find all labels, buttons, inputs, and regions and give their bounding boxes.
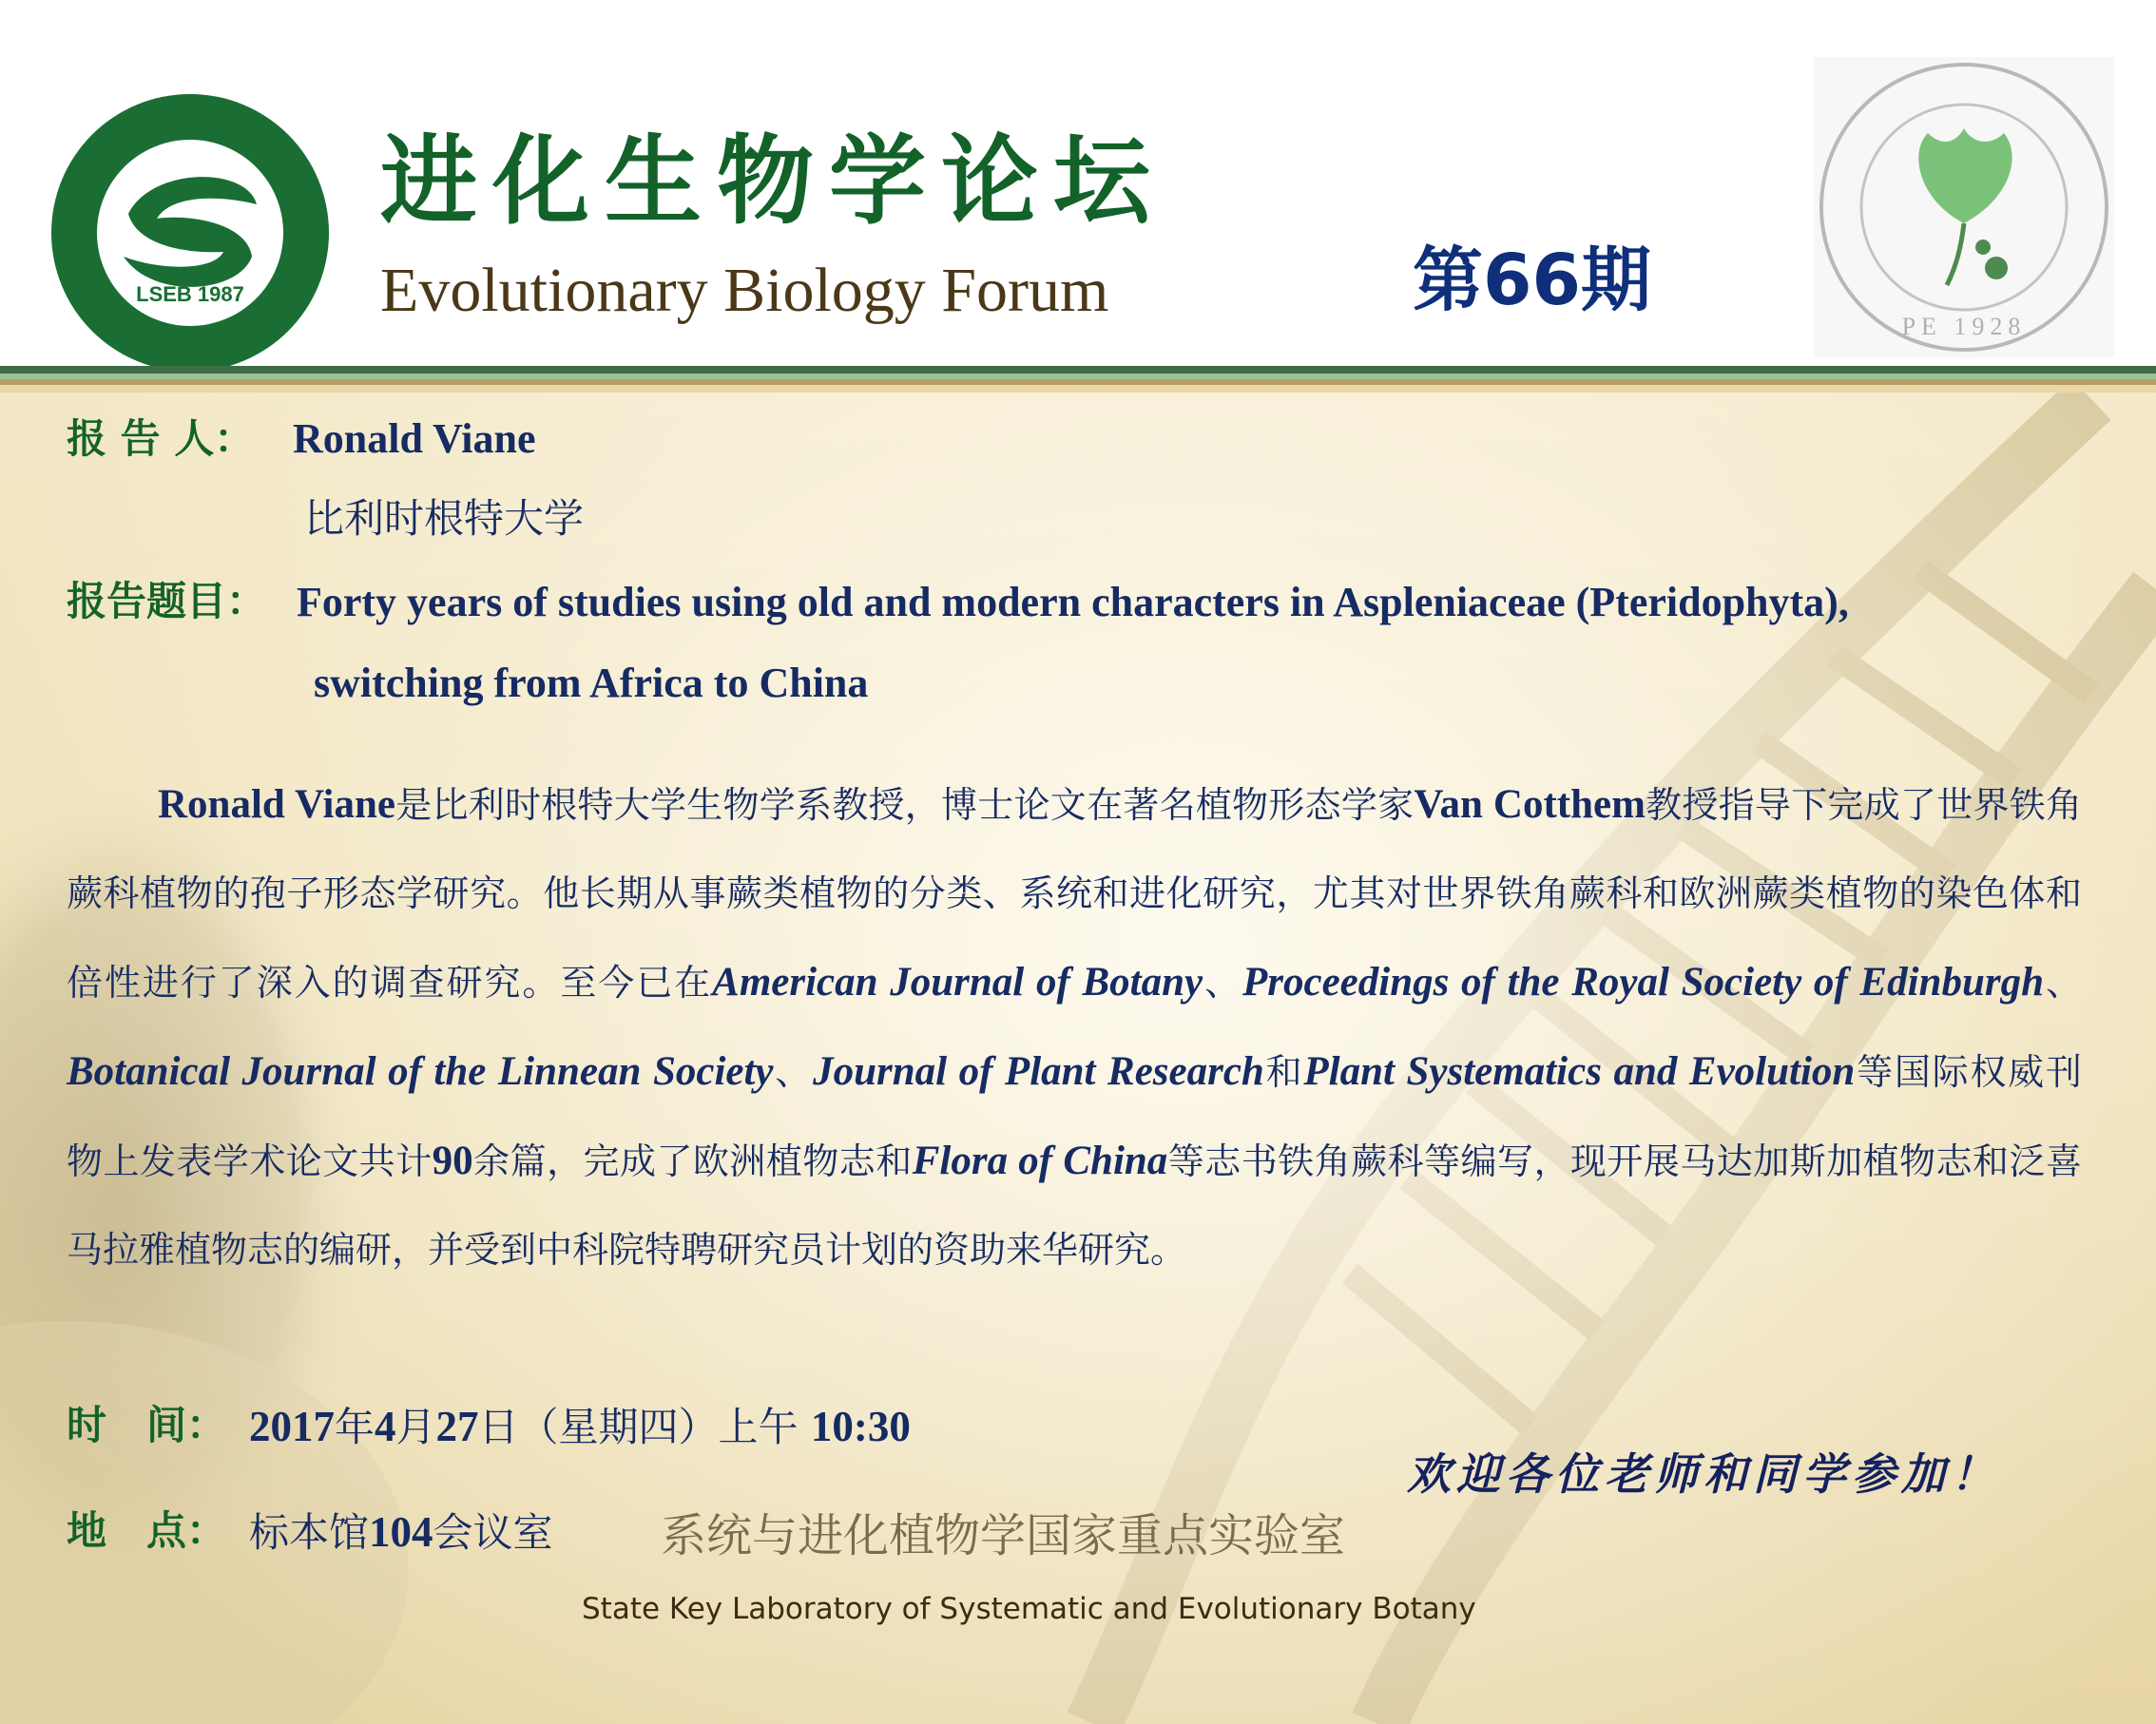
journal-2: Proceedings of the Royal Society of Edinburgh (1242, 960, 2045, 1005)
journal-4: Journal of Plant Research (813, 1049, 1264, 1094)
place-value: 标本馆104会议室 (249, 1508, 553, 1556)
welcome-message: 欢迎各位老师和同学参加！ (1407, 1448, 2000, 1500)
topic-label: 报告题目： (67, 578, 267, 624)
forum-title-cn: 进化生物学论坛 (380, 125, 1165, 239)
bio-advisor: Van Cotthem (1414, 782, 1646, 827)
time-label: 时 间： (67, 1402, 227, 1448)
svg-text:PE 1928: PE 1928 (1901, 313, 2027, 340)
paper-count: 90 (432, 1139, 473, 1183)
lab-name-en: State Key Laboratory of Systematic and Evolutionary Botany (582, 1592, 1476, 1626)
topic-line-2: switching from Africa to China (314, 660, 869, 706)
lab-name-cn: 系统与进化植物学国家重点实验室 (661, 1509, 1346, 1562)
time-value: 2017年4月27日（星期四）上午 10:30 (249, 1403, 911, 1450)
svg-text:LSEB 1987: LSEB 1987 (136, 282, 244, 306)
speaker-label: 报 告 人： (67, 415, 255, 462)
flora-of-china: Flora of China (912, 1139, 1168, 1183)
speaker-biography: Ronald Viane是比利时根特大学生物学系教授，博士论文在著名植物形态学家Van Cotthem教授指导下完成了世界铁角蕨科植物的孢子形态学研究。他长期从事蕨类植物的分类、系统和进化研究，尤其对世界铁角蕨科和欧洲蕨类植物的染色体和倍性进行了深入的调查研究。至今已在American Journal of Botany、Proceedings of the Royal Society of Edinburgh、Botanical Journal of the Linnean Society、Journal of Plant Research和Plant Systematics and Evolution等国际权威刊物上发表学术论文共计90余篇，完成了欧洲植物志和Flora of China等志书铁角蕨科等编写，现开展马达加斯加植物志和泛喜马拉雅植物志的编研，并受到中科院特聘研究员计划的资助来华研究。 (67, 782, 2082, 1271)
topic-line-1: Forty years of studies using old and modern characters in Aspleniaceae (Pteridophyta), (297, 579, 1849, 625)
journal-5: Plant Systematics and Evolution (1303, 1049, 1856, 1094)
bio-name: Ronald Viane (158, 782, 395, 827)
speaker-affiliation: 比利时根特大学 (304, 495, 585, 542)
journal-3: Botanical Journal of the Linnean Society (67, 1049, 774, 1094)
place-label: 地 点： (67, 1507, 227, 1554)
forum-title-en: Evolutionary Biology Forum (380, 256, 1109, 325)
issue-number: 第66期 (1413, 239, 1651, 321)
speaker-name: Ronald Viane (293, 415, 536, 462)
journal-1: American Journal of Botany (712, 960, 1203, 1005)
